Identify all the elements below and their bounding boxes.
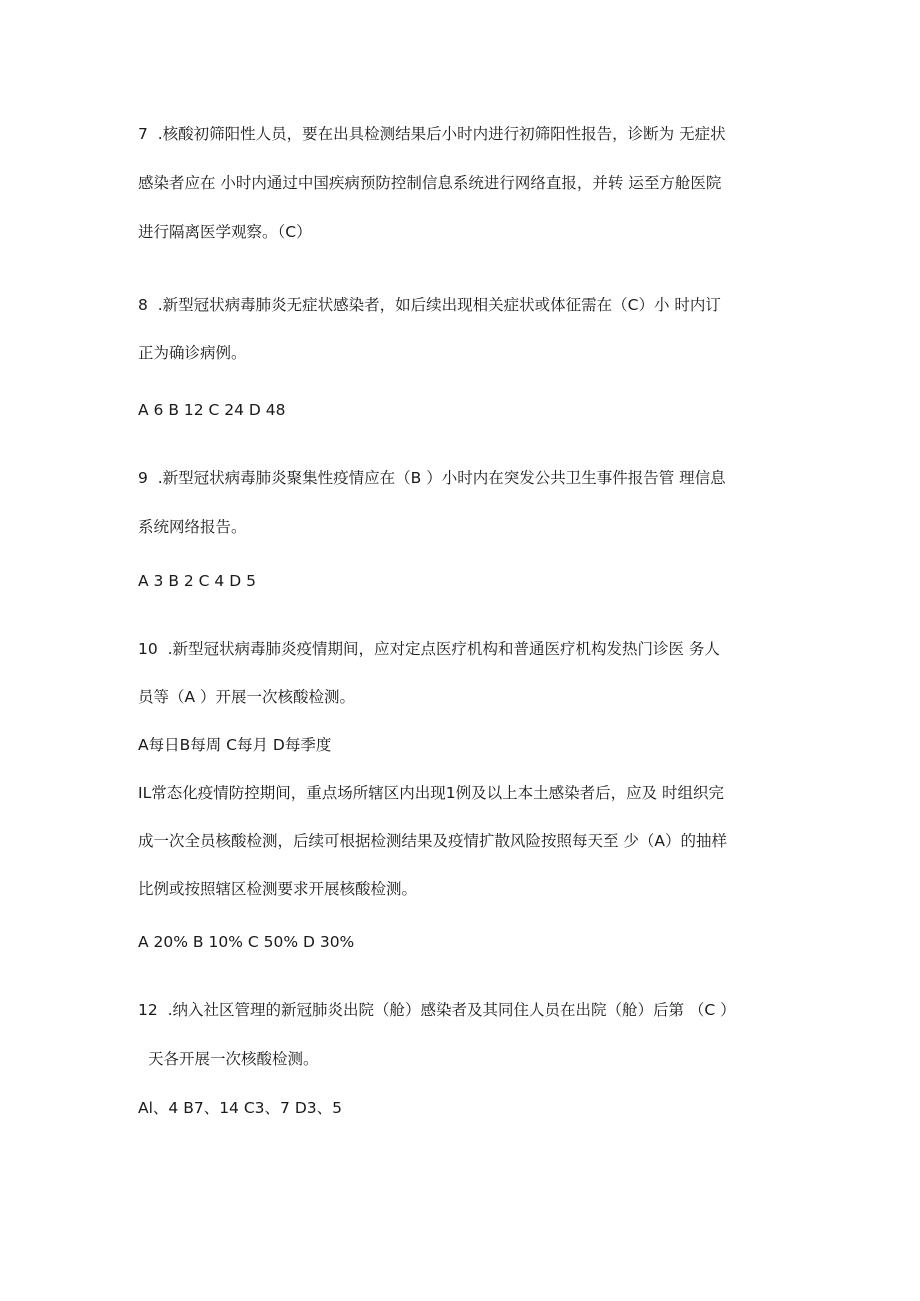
question-8-line-1: 8 .新型冠状病毒肺炎无症状感染者，如后续出现相关症状或体征需在（C）小 时内订 xyxy=(138,296,721,314)
question-12-line-1: 12 .纳入社区管理的新冠肺炎出院（舱）感染者及其同住人员在出院（舱）后第 （C ） xyxy=(138,1001,736,1019)
question-12-options: Al、4 B7、14 C3、7 D3、5 xyxy=(138,1099,342,1117)
question-12-line-2: 天各开展一次核酸检测。 xyxy=(148,1050,319,1068)
question-11-line-2: 成一次全员核酸检测，后续可根据检测结果及疫情扩散风险按照每天至 少（A）的抽样 xyxy=(138,832,728,850)
question-11-options: A 20% B 10% C 50% D 30% xyxy=(138,933,355,951)
question-8-line-2: 正为确诊病例。 xyxy=(138,344,247,362)
question-7-line-1: 7 .核酸初筛阳性人员，要在出具检测结果后小时内进行初筛阳性报告，诊断为 无症状 xyxy=(138,125,726,143)
question-10-line-1: 10 .新型冠状病毒肺炎疫情期间，应对定点医疗机构和普通医疗机构发热门诊医 务人 xyxy=(138,640,720,658)
question-8-options: A 6 B 12 C 24 D 48 xyxy=(138,401,286,419)
question-7-line-2: 感染者应在 小时内通过中国疾病预防控制信息系统进行网络直报，并转 运至方舱医院 xyxy=(138,174,722,192)
question-7-line-3: 进行隔离医学观察。（C） xyxy=(138,223,312,241)
question-10-options: A每日B每周 C每月 D每季度 xyxy=(138,736,332,754)
question-9-options: A 3 B 2 C 4 D 5 xyxy=(138,572,256,590)
question-11-line-1: IL常态化疫情防控期间，重点场所辖区内出现1例及以上本土感染者后，应及 时组织完 xyxy=(138,784,724,802)
question-11-line-3: 比例或按照辖区检测要求开展核酸检测。 xyxy=(138,880,418,898)
question-9-line-1: 9 .新型冠状病毒肺炎聚集性疫情应在（B ）小时内在突发公共卫生事件报告管 理信息 xyxy=(138,469,726,487)
question-10-line-2: 员等（A ）开展一次核酸检测。 xyxy=(138,688,356,706)
question-9-line-2: 系统网络报告。 xyxy=(138,518,247,536)
